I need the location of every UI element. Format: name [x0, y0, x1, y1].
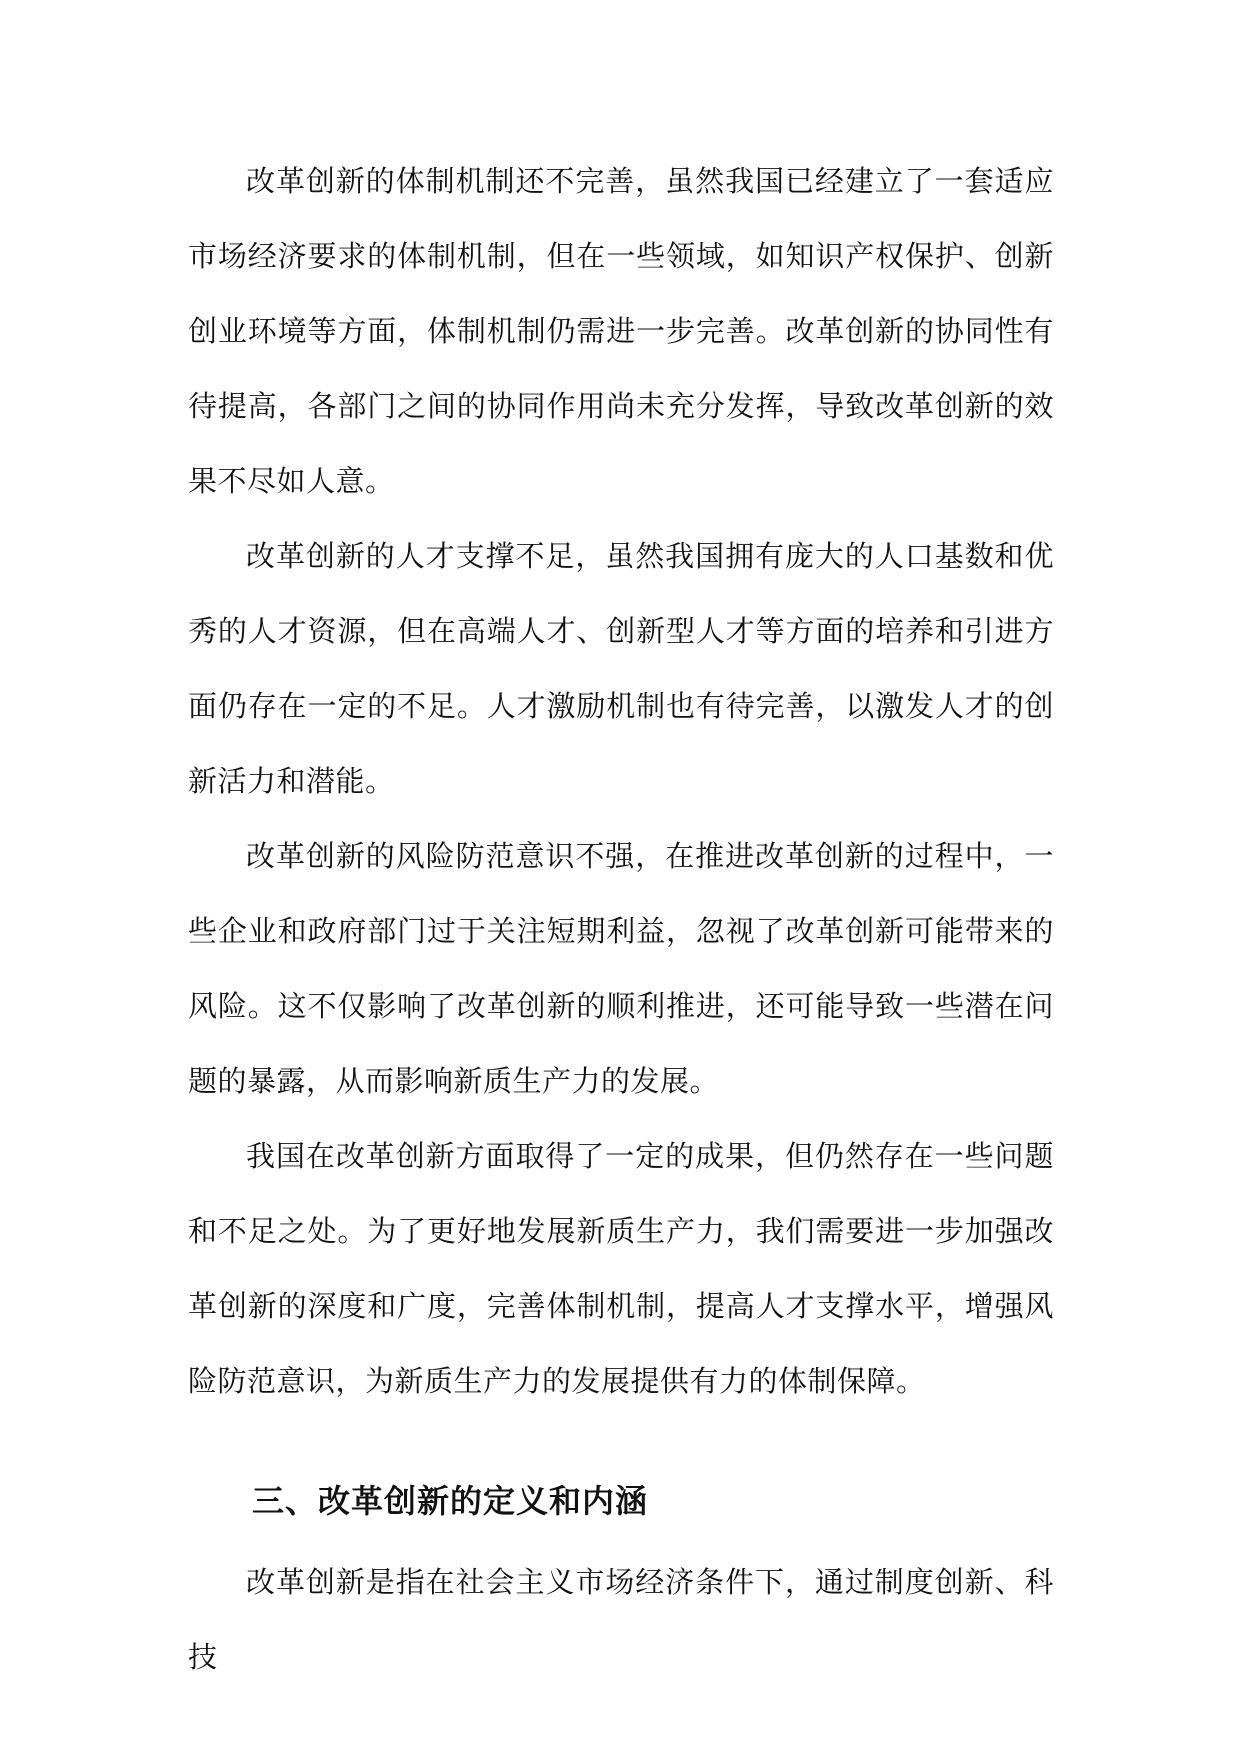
paragraph: 改革创新是指在社会主义市场经济条件下，通过制度创新、科技	[188, 1565, 1054, 1674]
paragraph: 改革创新的风险防范意识不强，在推进改革创新的过程中，一些企业和政府部门过于关注短期利益，忽视了改革创新可能带来的风险。这不仅影响了改革创新的顺利推进，还可能导致一些潜在问题的暴露，从而影响新质生产力的发展。	[188, 839, 1054, 1098]
paragraph: 我国在改革创新方面取得了一定的成果，但仍然存在一些问题和不足之处。为了更好地发展新质生产力，我们需要进一步加强改革创新的深度和广度，完善体制机制，提高人才支撑水平，增强风险防范意识，为新质生产力的发展提供有力的体制保障。	[188, 1139, 1054, 1398]
document-body	[188, 144, 1054, 1695]
paragraph: 改革创新的体制机制还不完善，虽然我国已经建立了一套适应市场经济要求的体制机制，但在一些领域，如知识产权保护、创新创业环境等方面，体制机制仍需进一步完善。改革创新的协同性有待提高，各部门之间的协同作用尚未充分发挥，导致改革创新的效果不尽如人意。	[188, 164, 1054, 498]
section-heading: 三、改革创新的定义和内涵	[252, 1482, 649, 1520]
paragraph: 改革创新的人才支撑不足，虽然我国拥有庞大的人口基数和优秀的人才资源，但在高端人才、创新型人才等方面的培养和引进方面仍存在一定的不足。人才激励机制也有待完善，以激发人才的创新活力和潜能。	[188, 539, 1054, 798]
